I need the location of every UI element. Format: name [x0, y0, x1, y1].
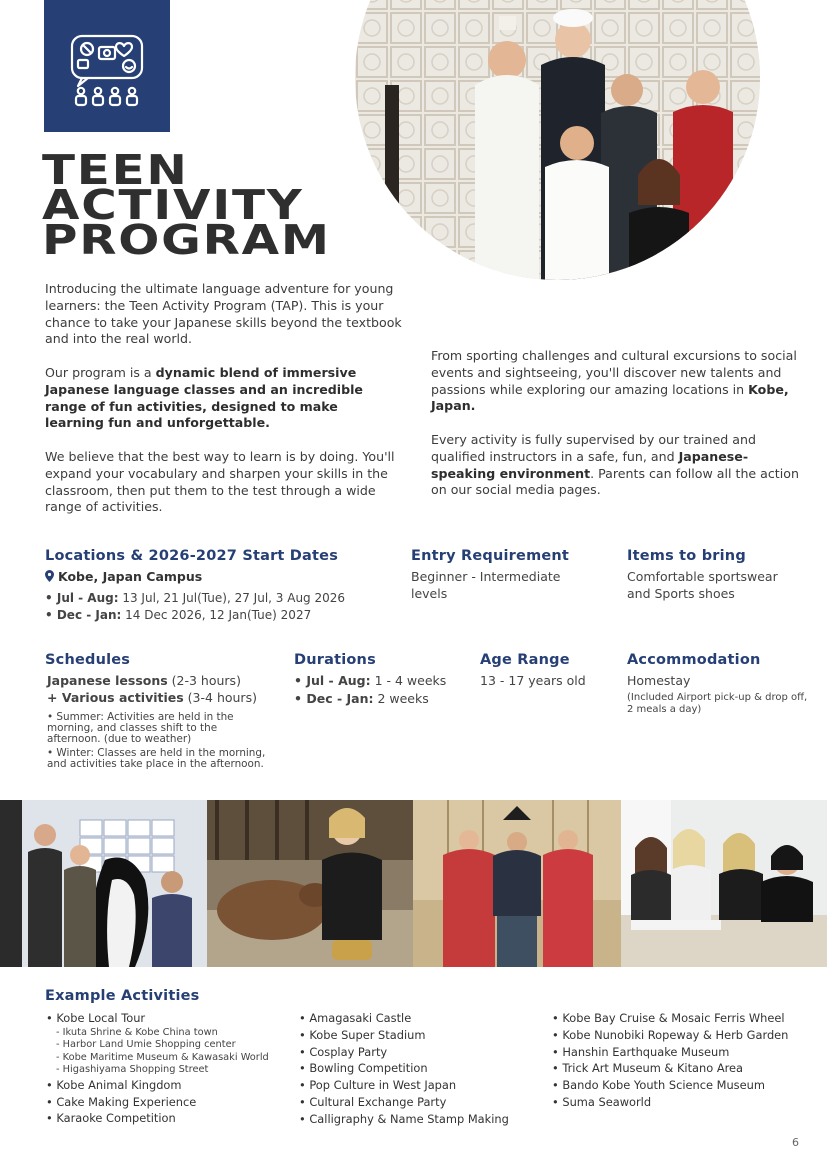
duration-winter: • Dec - Jan: 2 weeks: [294, 690, 429, 706]
examples-heading: Example Activities: [45, 988, 200, 1004]
entry-heading: Entry Requirement: [411, 548, 570, 564]
activity-item: • Kobe Bay Cruise & Mosaic Ferris Wheel: [552, 1011, 785, 1025]
activity-item: • Bowling Competition: [299, 1061, 428, 1076]
intro-left-column: [45, 281, 415, 516]
durations-section: [294, 652, 464, 707]
activities-column-1: [46, 1010, 296, 1127]
schedules-section: [45, 652, 270, 770]
intro-paragraph-1: Introducing the ultimate language adventure for young learners: the Teen Activity Program (TAP). This is your chance to take your Japanese skills beyond the textbook and into the real world.: [45, 281, 402, 347]
items-value: Comfortable sportswear and Sports shoes: [627, 569, 778, 601]
activity-item: • Bando Kobe Youth Science Museum: [552, 1078, 765, 1093]
activity-item: • Trick Art Museum & Kitano Area: [552, 1061, 744, 1076]
schedule-lessons: Japanese lessons (2-3 hours): [47, 673, 241, 688]
accommodation-value: Homestay: [627, 673, 691, 688]
intro-paragraph-3: We believe that the best way to learn is by doing. You'll expand your vocabulary and sharpen your skills in the classroom, then put them to the test through a wide range of activities.: [45, 448, 395, 515]
accommodation-heading: Accommodation: [627, 652, 761, 668]
activity-item: • Karaoke Competition: [46, 1111, 176, 1126]
items-heading: Items to bring: [627, 548, 746, 564]
entry-value: Beginner - Intermediate levels: [411, 569, 561, 601]
photo-capybara: [207, 800, 413, 967]
activities-column-2: [299, 1010, 549, 1128]
map-pin-icon: [45, 570, 54, 582]
intro-right-column: [431, 348, 803, 499]
page-title: [42, 146, 331, 264]
activity-item: • Calligraphy & Name Stamp Making: [299, 1111, 509, 1126]
age-value: 13 - 17 years old: [480, 673, 586, 688]
photo-classroom: [621, 800, 827, 967]
duration-summer: • Jul - Aug: 1 - 4 weeks: [294, 673, 447, 688]
locations-heading: Locations & 2026-2027 Start Dates: [45, 548, 339, 564]
activity-item: • Kobe Animal Kingdom: [46, 1077, 182, 1092]
title-line-3: PROGRAM: [42, 216, 331, 264]
activity-item: • Suma Seaworld: [552, 1094, 652, 1109]
accommodation-section: [627, 652, 812, 716]
activity-item: • Kobe Super Stadium: [299, 1027, 426, 1042]
activity-subitem: - Higashiyama Shopping Street: [56, 1064, 209, 1076]
activity-subitem: - Harbor Land Umie Shopping center: [56, 1039, 236, 1051]
start-dates-summer: • Jul - Aug: 13 Jul, 21 Jul(Tue), 27 Jul, 3 Aug 2026: [45, 590, 346, 605]
activity-item: • Pop Culture in West Japan: [299, 1078, 457, 1093]
activities-column-3: [552, 1010, 822, 1111]
accommodation-note: (Included Airport pick-up & drop off, 2 meals a day): [627, 691, 808, 715]
schedule-note-summer: • Summer: Activities are held in the morning, and classes shift to the afternoon. (due to weather): [47, 711, 234, 745]
hero-photo: [355, 0, 760, 280]
photo-samurai-costume: [413, 800, 621, 967]
schedule-activities: + Various activities (3-4 hours): [47, 689, 257, 705]
intro-paragraph-5: Every activity is fully supervised by our trained and qualified instructors in a safe, fun, and Japanese-speaking environment. Parents can follow all the action on our social media pages.: [431, 431, 799, 498]
activity-subitem: - Kobe Maritime Museum & Kawasaki World: [56, 1051, 269, 1063]
photo-orca-statue: [0, 800, 207, 967]
activity-item: • Cultural Exchange Party: [299, 1094, 447, 1109]
activity-item: • Hanshin Earthquake Museum: [552, 1044, 730, 1059]
activity-item: • Kobe Local Tour: [46, 1011, 146, 1025]
intro-paragraph-4: From sporting challenges and cultural excursions to social events and sightseeing, you'll discover new talents and passions while exploring our amazing locations in Kobe, Japan.: [431, 348, 797, 414]
program-logo: [44, 0, 170, 132]
activity-item: • Cosplay Party: [299, 1044, 388, 1059]
entry-section: [411, 548, 581, 602]
title-line-1: TEEN: [42, 146, 189, 194]
age-section: [480, 652, 610, 690]
schedules-heading: Schedules: [45, 652, 131, 668]
age-heading: Age Range: [480, 652, 570, 668]
page-number: 6: [792, 1136, 799, 1149]
activity-item: • Amagasaki Castle: [299, 1011, 412, 1025]
activity-item: • Kobe Nunobiki Ropeway & Herb Garden: [552, 1027, 789, 1042]
activity-people-icon: [44, 0, 170, 132]
title-line-2: ACTIVITY: [42, 181, 304, 229]
schedule-note-winter: • Winter: Classes are held in the morning, and activities take place in the afternoon.: [47, 747, 266, 770]
intro-paragraph-2: Our program is a dynamic blend of immersive Japanese language classes and an incredible range of fun activities, designed to make learning fun and unforgettable.: [45, 364, 363, 431]
locations-section: [45, 548, 385, 624]
campus-name: Kobe, Japan Campus: [45, 569, 385, 586]
start-dates-winter: • Dec - Jan: 14 Dec 2026, 12 Jan(Tue) 2027: [45, 608, 312, 622]
activity-subitem: - Ikuta Shrine & Kobe China town: [56, 1026, 218, 1038]
items-section: [627, 548, 797, 602]
activity-item: • Cake Making Experience: [46, 1094, 197, 1109]
durations-heading: Durations: [294, 652, 376, 668]
